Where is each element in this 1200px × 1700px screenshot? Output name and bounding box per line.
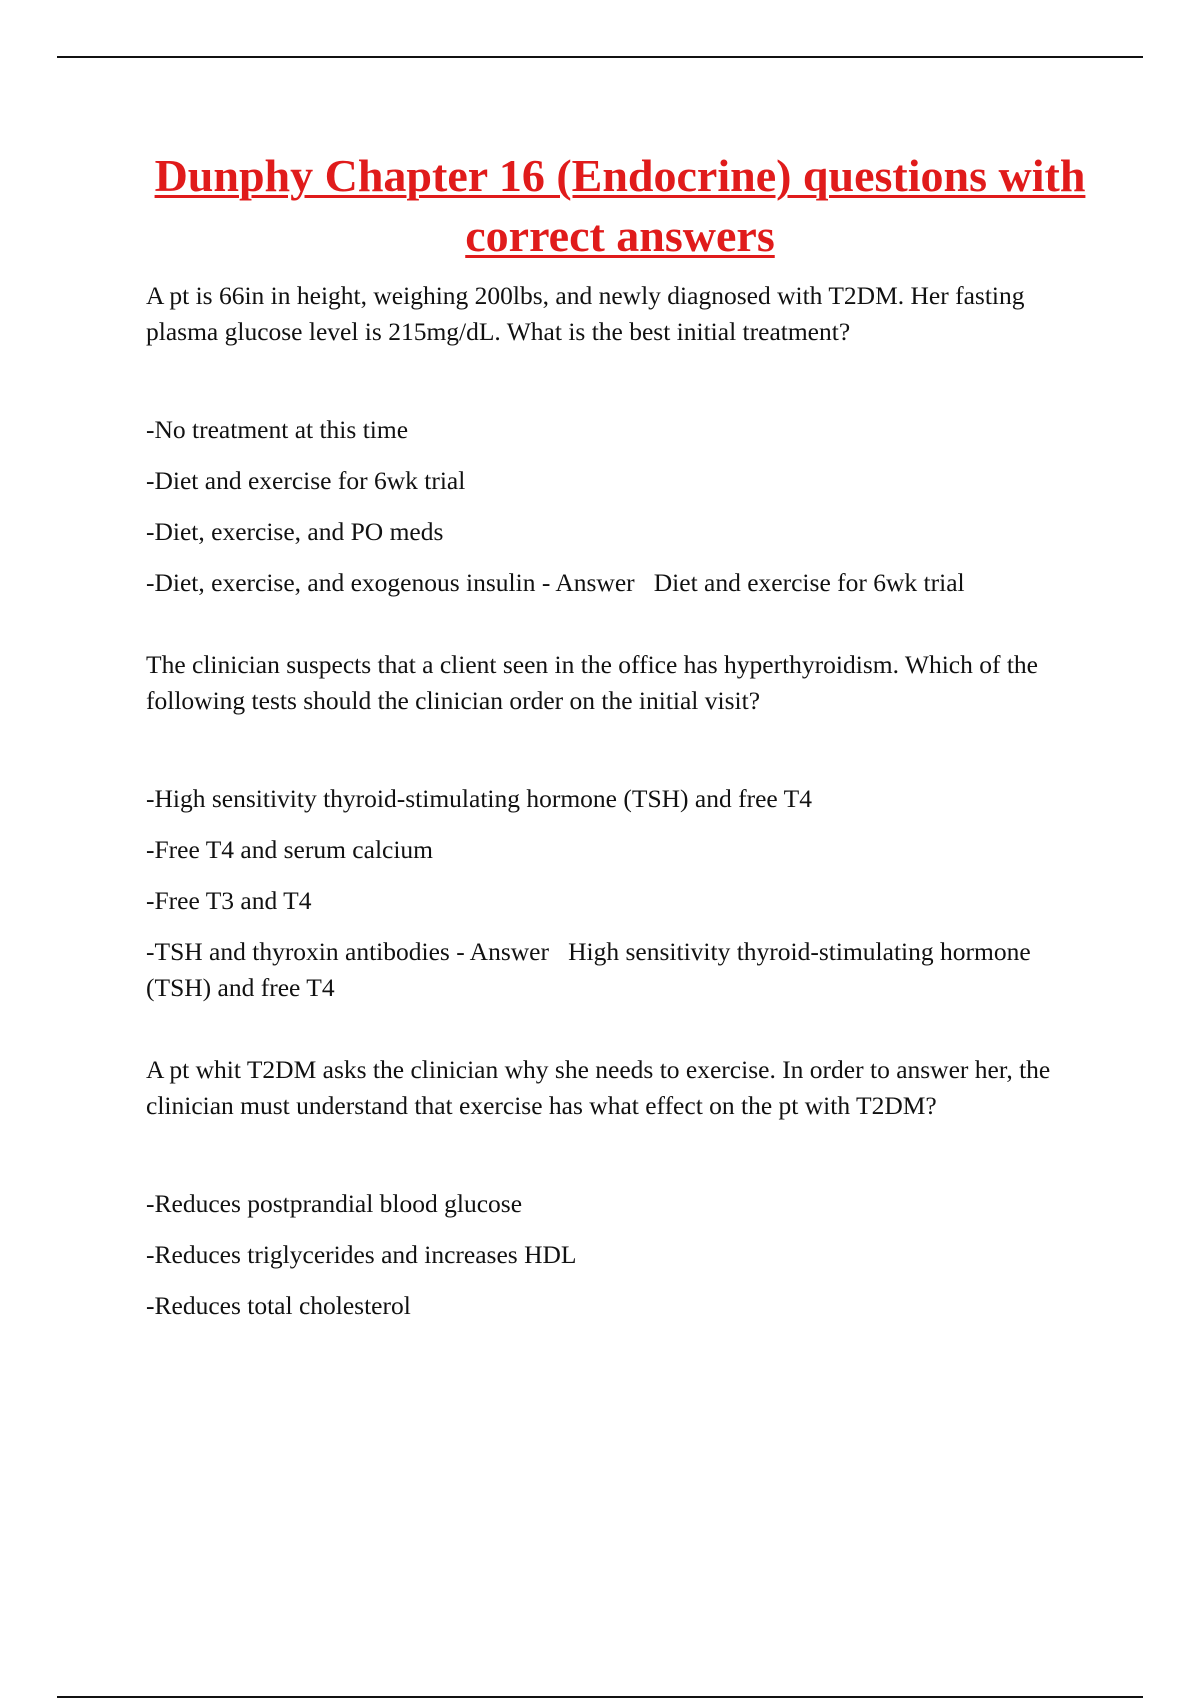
options-list [146, 412, 1076, 601]
option-item: -Diet, exercise, and PO meds [146, 517, 444, 546]
option-item: -Free T4 and serum calcium [146, 835, 434, 864]
answer-prefix: - Answer [535, 568, 654, 597]
option-item: -Diet and exercise for 6wk trial [146, 466, 466, 495]
question-block-1 [146, 278, 1076, 601]
option-item: -Reduces total cholesterol [146, 1291, 411, 1320]
options-list [146, 1186, 1076, 1324]
option-text: -Diet, exercise, and exogenous insulin [146, 568, 536, 597]
answer-text: Diet and exercise for 6wk trial [653, 568, 965, 597]
question-block-3 [146, 1052, 1076, 1324]
option-item: -High sensitivity thyroid-stimulating hormone (TSH) and free T4 [146, 784, 812, 813]
option-item-with-answer [146, 934, 1076, 1006]
top-rule [57, 56, 1143, 58]
option-item: -Free T3 and T4 [146, 886, 312, 915]
document-body [146, 278, 1076, 1339]
option-item: -Reduces triglycerides and increases HDL [146, 1240, 577, 1269]
question-text: The clinician suspects that a client seen in the office has hyperthyroidism. Which of the following tests should the clinician order on the initial visit? [146, 650, 1039, 715]
option-text: -TSH and thyroxin antibodies [146, 937, 450, 966]
option-item-with-answer [146, 565, 1076, 601]
document-title: Dunphy Chapter 16 (Endocrine) questions with correct answers [154, 150, 1086, 261]
question-text: A pt is 66in in height, weighing 200lbs, and newly diagnosed with T2DM. Her fasting plasma glucose level is 215mg/dL. What is the best initial treatment? [146, 281, 1025, 346]
answer-text: High sensitivity thyroid-stimulating hormone (TSH) and free T4 [146, 937, 1031, 1002]
question-block-2 [146, 647, 1076, 1006]
option-item: -No treatment at this time [146, 415, 409, 444]
options-list [146, 781, 1076, 1006]
option-item: -Reduces postprandial blood glucose [146, 1189, 523, 1218]
bottom-rule [57, 1696, 1143, 1698]
answer-prefix: - Answer [449, 937, 569, 966]
question-text: A pt whit T2DM asks the clinician why she needs to exercise. In order to answer her, the clinician must understand that exercise has what effect on the pt with T2DM? [146, 1055, 1051, 1120]
